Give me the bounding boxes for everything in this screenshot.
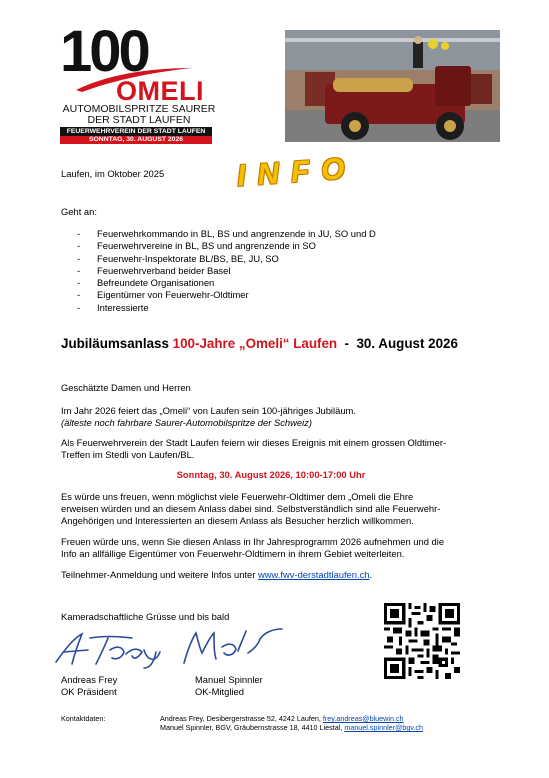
contact-line-1 [160,714,404,723]
recipient-item: - Befreundete Organisationen [77,277,437,289]
headline-highlight: 100-Jahre „Omeli“ Laufen [172,336,338,351]
contact-2-text: Manuel Spinnler, BGV, Gräubernstrasse 18, 4410 Liestal, [160,723,345,732]
headline-date: - 30. August 2026 [337,336,458,351]
recipient-item: - Feuerwehr-Inspektorate BL/BS, BE, JU, SO [77,253,437,265]
recipient-item: - Eigentümer von Feuerwehr-Oldtimer [77,289,437,301]
info-title: INFO [236,151,358,193]
signer-2-name: Manuel Spinnler [195,674,263,685]
headline-prefix: Jubiläumsanlass [61,336,173,351]
contact-2-email-link[interactable]: manuel.spinnler@bgv.ch [344,723,424,732]
signer-2-role: OK-Mitglied [195,686,244,697]
paragraph-4-line-1: Freuen würde uns, wenn Sie diesen Anlass in Ihr Jahresprogramm 2026 aufnehmen und die [61,536,445,547]
signature-andreas-frey [52,628,167,670]
qr-code[interactable] [384,603,460,679]
event-headline [61,336,458,351]
paragraph-3-line-3: Angehörigen und Interessierten an diesem Anlass als Besucher herzlich willkommen. [61,515,414,526]
registration-line [61,569,372,581]
logo-name: OMELI [116,76,204,106]
fire-truck-photo [285,30,500,142]
logo-subtitle-2: DER STADT LAUFEN [87,114,191,126]
place-date: Laufen, im Oktober 2025 [61,168,165,179]
paragraph-3-line-2: erweisen würden und an diesem Anlass dabei sind. Selbstverständlich sind alle Feuerwehr- [61,503,441,514]
signer-1-role: OK Präsident [61,686,117,697]
paragraph-2-line-1: Als Feuerwehrverein der Stadt Laufen feiern wir dieses Ereignis mit einem grossen Oldtimer- [61,437,447,448]
registration-end: . [369,569,373,580]
recipients-list [77,228,437,314]
recipient-item: - Feuerwehrvereine in BL, BS und angrenzende in SO [77,240,437,252]
logo-subtitle-1: AUTOMOBILSPRITZE SAURER [62,103,216,115]
registration-text: Teilnehmer-Anmeldung und weitere Infos unter [61,569,258,580]
website-link[interactable]: www.fwv-derstadtlaufen.ch [257,569,370,580]
logo-club-bar: FEUERWEHRVEREIN DER STADT LAUFEN [60,127,212,136]
paragraph-3-line-1: Es würde uns freuen, wenn möglichst viele Feuerwehr-Oldtimer dem „Omeli die Ehre [61,491,414,502]
event-date: Sonntag, 30. August 2026, 10:00-17:00 Uhr [176,469,366,480]
recipient-item: - Interessierte [77,302,437,314]
contact-line-2 [160,723,423,732]
recipients-intro: Geht an: [61,206,97,217]
paragraph-1-line-2: (älteste noch fahrbare Saurer-Automobilspritze der Schweiz) [61,417,312,428]
recipient-item: - Feuerwehrkommando in BL, BS und angrenzende in JU, SO und D [77,228,437,240]
paragraph-2-line-2: Treffen im Stedli von Laufen/BL. [61,449,195,460]
paragraph-1-line-1: Im Jahr 2026 feiert das „Omeli“ von Laufen sein 100-jähriges Jubiläum. [61,405,356,416]
signature-manuel-spinnler [178,623,288,667]
closing-greeting: Kameradschaftliche Grüsse und bis bald [61,611,230,622]
salutation: Geschätzte Damen und Herren [61,382,191,393]
omeli-logo [60,19,220,143]
signer-1-name: Andreas Frey [61,674,118,685]
contact-1-email-link[interactable]: frey.andreas@bluewin.ch [322,714,404,723]
contact-1-text: Andreas Frey, Desibergerstrasse 52, 4242 Laufen, [160,714,323,723]
contact-label: Kontaktdaten: [61,714,106,723]
logo-number: 100 [60,19,148,84]
logo-date-bar: SONNTAG, 30. AUGUST 2026 [60,136,212,144]
paragraph-4-line-2: Info an allfällige Eigentümer von Feuerwehr-Oldtimern in ihrem Gebiet weiterleiten. [61,548,405,559]
recipient-item: - Feuerwehrverband beider Basel [77,265,437,277]
